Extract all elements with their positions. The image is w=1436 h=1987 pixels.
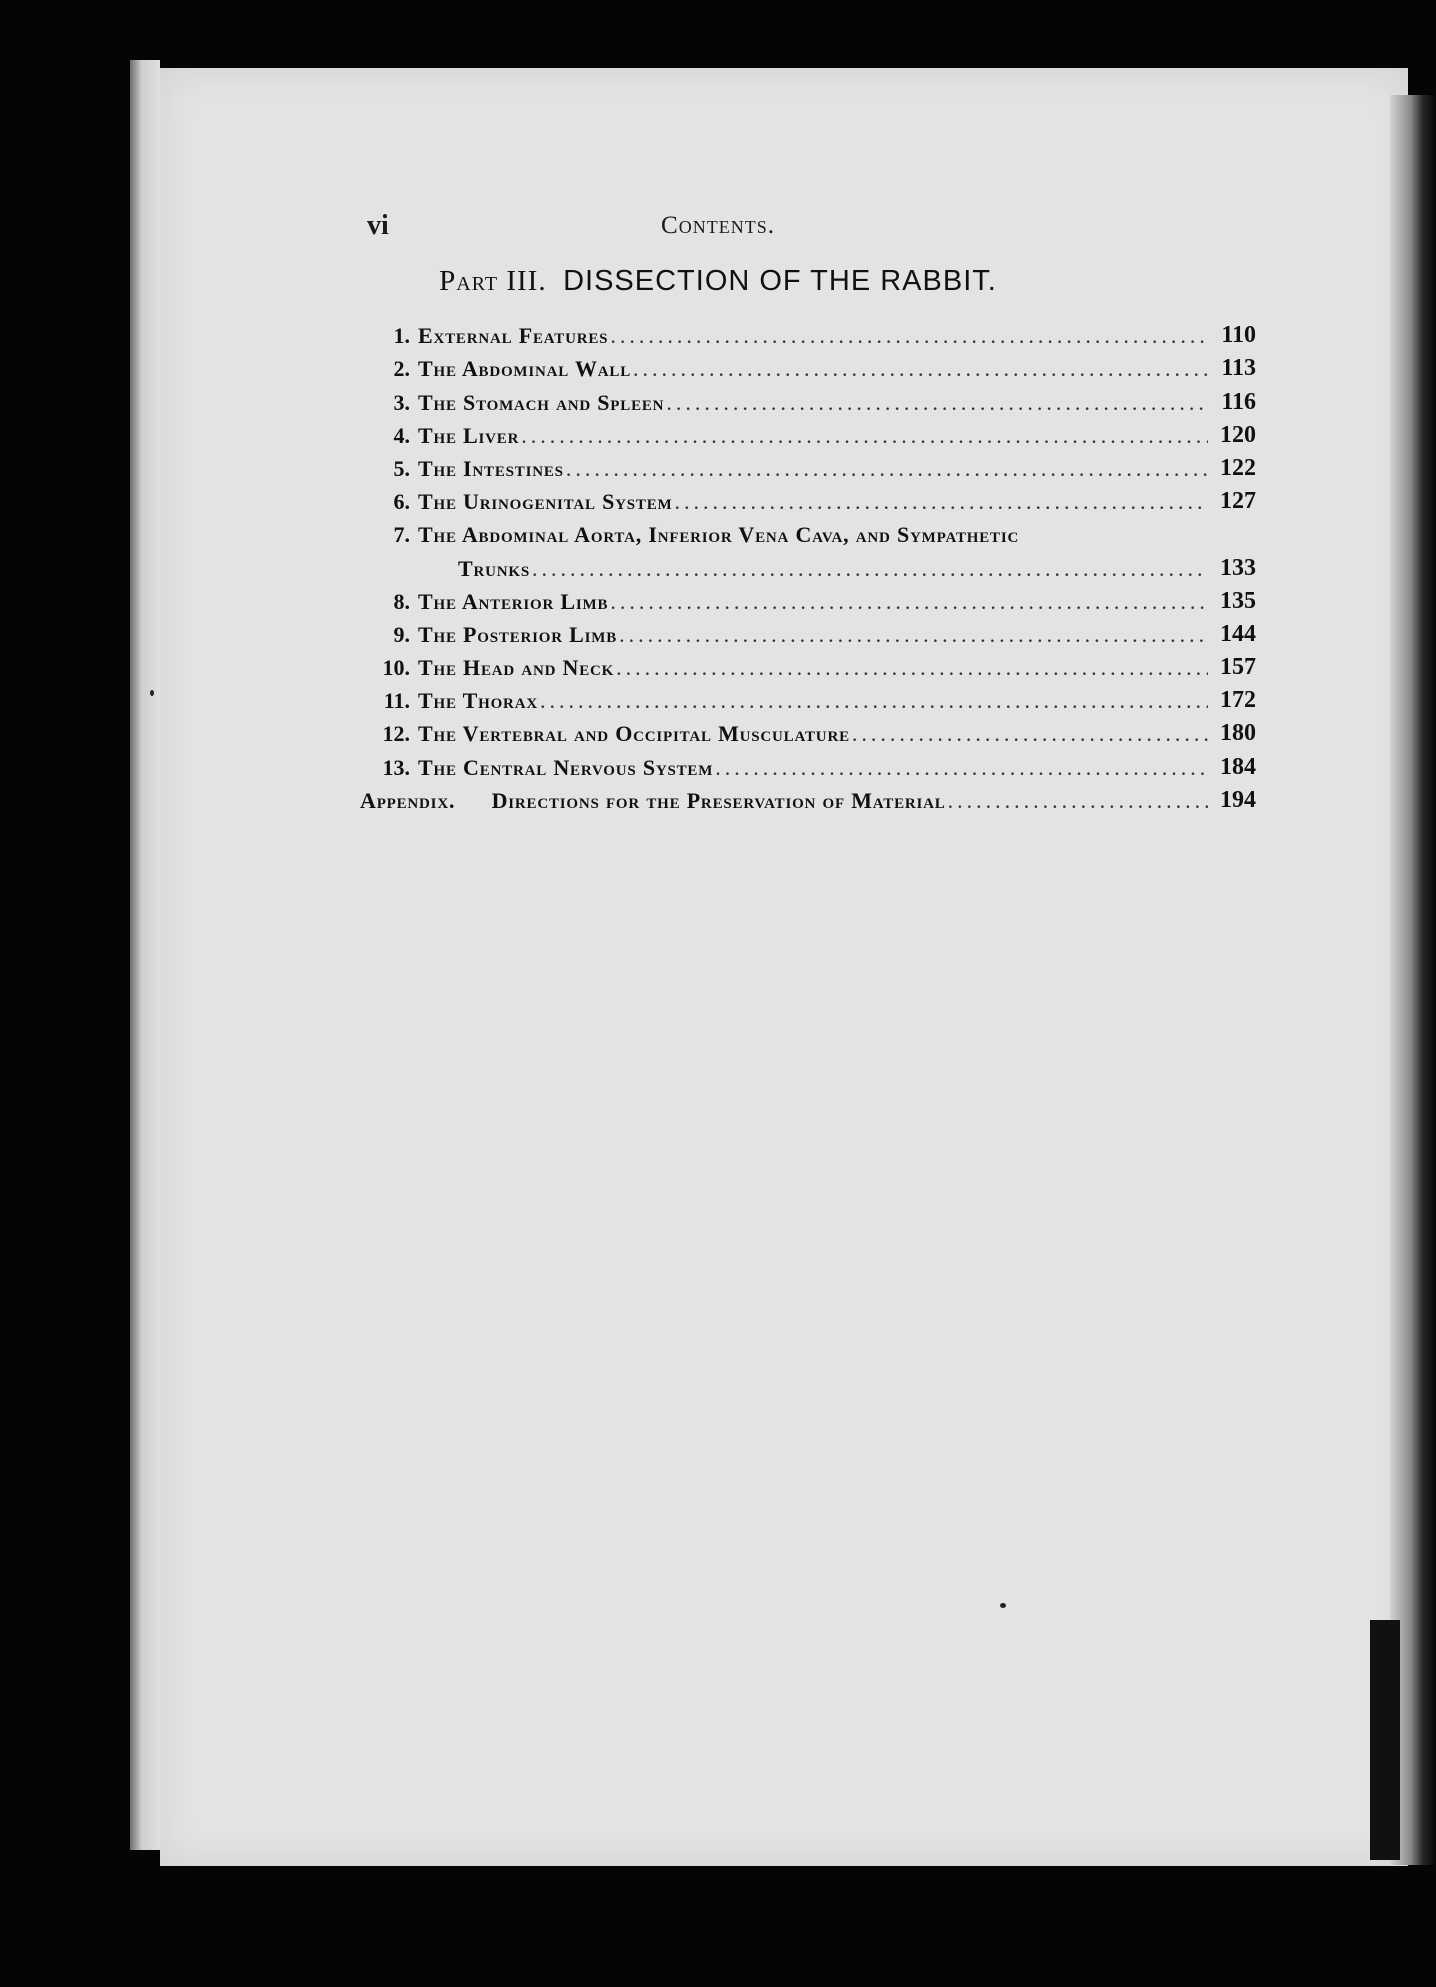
toc-entry-title: The Stomach and Spleen <box>418 389 665 415</box>
appendix-title: Directions for the Preservation of Material <box>491 787 946 813</box>
toc-entry <box>360 449 1256 482</box>
dot-leader <box>617 622 1208 648</box>
page-speck <box>150 690 154 696</box>
toc-entry <box>360 416 1256 449</box>
appendix-label: Appendix. <box>360 787 456 813</box>
toc-entry-title: The Intestines <box>418 455 564 481</box>
dot-leader <box>564 456 1208 482</box>
toc-entry-page: 144 <box>1220 620 1256 647</box>
table-of-contents <box>360 316 1256 814</box>
dot-leader <box>614 655 1208 681</box>
toc-entry-title: The Head and Neck <box>418 655 615 681</box>
toc-entry-page: 122 <box>1220 454 1256 481</box>
appendix-page: 194 <box>1220 786 1256 813</box>
toc-entry <box>360 615 1256 648</box>
toc-entry-page: 157 <box>1220 654 1256 681</box>
toc-entry <box>360 681 1256 714</box>
toc-entry-number: 2. <box>393 356 410 382</box>
toc-entry-page: 172 <box>1220 687 1256 714</box>
toc-entry-page: 113 <box>1221 355 1256 382</box>
toc-entry-title: Trunks <box>458 555 530 581</box>
toc-entry-title: The Urinogenital System <box>418 489 673 515</box>
dot-leader <box>608 589 1208 615</box>
toc-entry-continuation <box>360 548 1256 581</box>
toc-entry-title: External Features <box>418 323 609 349</box>
dot-leader <box>713 755 1208 781</box>
toc-entry-title: The Central Nervous System <box>418 754 714 780</box>
dot-leader <box>530 556 1208 582</box>
toc-entry <box>360 714 1256 747</box>
toc-entry-title: The Anterior Limb <box>418 588 609 614</box>
toc-entry-number: 11. <box>383 688 410 714</box>
toc-entry-number: 10. <box>382 655 410 681</box>
toc-entry <box>360 349 1256 382</box>
dot-leader <box>672 489 1208 515</box>
toc-entry-number: 12. <box>382 721 410 747</box>
dot-leader <box>946 788 1208 814</box>
dot-leader <box>850 721 1208 747</box>
toc-entry-number: 4. <box>393 422 410 448</box>
toc-entry-title: The Abdominal Aorta, Inferior Vena Cava, and Sympathetic <box>418 522 1020 548</box>
toc-entry-number: 8. <box>393 588 410 614</box>
running-head: Contents. <box>661 212 775 239</box>
dot-leader <box>664 390 1208 416</box>
toc-entry-number: 13. <box>382 754 410 780</box>
part-label: Part III. <box>439 265 547 297</box>
toc-entry-page: 110 <box>1221 322 1256 349</box>
toc-entry <box>360 382 1256 415</box>
toc-entry-title: The Abdominal Wall <box>418 356 632 382</box>
toc-entry-page: 184 <box>1220 753 1256 780</box>
toc-entry-page: 180 <box>1220 720 1256 747</box>
toc-entry-number: 3. <box>393 389 410 415</box>
toc-entry-title: The Thorax <box>418 688 538 714</box>
toc-entry-number: 1. <box>393 323 410 349</box>
dot-leader <box>538 688 1208 714</box>
dot-leader <box>631 356 1208 382</box>
toc-entry-number: 5. <box>393 455 410 481</box>
toc-entry-page: 120 <box>1220 421 1256 448</box>
page-left-edge <box>130 60 160 1850</box>
part-heading <box>0 265 1436 298</box>
toc-entry-page: 116 <box>1221 388 1256 415</box>
part-title: DISSECTION OF THE RABBIT. <box>563 265 997 297</box>
toc-entry-title: The Vertebral and Occipital Musculature <box>418 721 850 747</box>
toc-entry <box>360 482 1256 515</box>
toc-entry-page: 127 <box>1220 488 1256 515</box>
toc-entry-page: 133 <box>1220 554 1256 581</box>
toc-entry-title: The Posterior Limb <box>418 621 618 647</box>
toc-entry-page: 135 <box>1220 587 1256 614</box>
toc-entry-title: The Liver <box>418 422 520 448</box>
toc-entry-number: 6. <box>393 489 410 515</box>
page-folio: vi <box>367 210 389 241</box>
binding-shadow <box>1370 1620 1400 1860</box>
toc-entry-number: 9. <box>393 621 410 647</box>
toc-entry <box>360 515 1256 548</box>
toc-entry <box>360 747 1256 780</box>
toc-entry <box>360 316 1256 349</box>
toc-entry <box>360 648 1256 681</box>
toc-appendix <box>360 781 1256 814</box>
dot-leader <box>608 323 1208 349</box>
toc-entry-number: 7. <box>393 522 410 548</box>
page-speck <box>1000 1603 1006 1608</box>
page-right-edge <box>1390 95 1436 1865</box>
toc-entry <box>360 582 1256 615</box>
dot-leader <box>519 423 1208 449</box>
